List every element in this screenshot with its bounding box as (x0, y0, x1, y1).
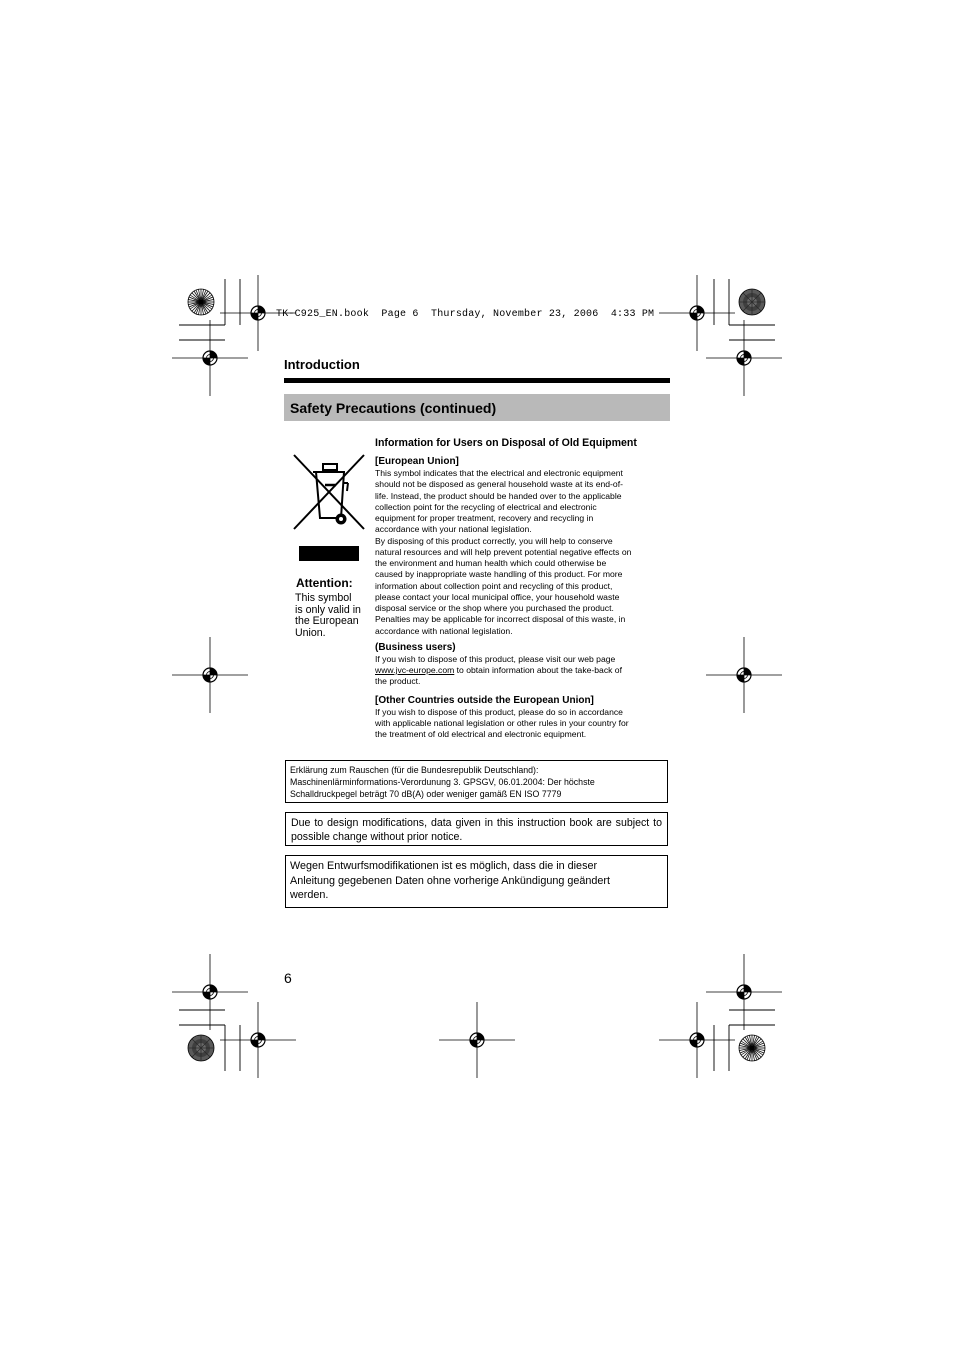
registration-mark-icon (659, 1002, 735, 1078)
attention-line: This symbol (295, 592, 352, 604)
eu-line: accordance with national legislation. (375, 625, 513, 636)
color-disc-icon (188, 1035, 214, 1061)
disposal-heading: Information for Users on Disposal of Old Equipment (375, 437, 637, 449)
eu-line: By disposing of this product correctly, you will help to conserve (375, 535, 613, 546)
page-number: 6 (284, 970, 292, 986)
other-countries-text (375, 707, 665, 741)
business-line: the product. (375, 676, 421, 687)
notice-de-line: werden. (290, 889, 329, 901)
crossed-out-wheelie-bin-icon (292, 453, 366, 531)
eu-text (375, 468, 665, 637)
eu-line: disposal service or the shop where you purchased the product. (375, 603, 614, 613)
noise-line: Erklärung zum Rauschen (für die Bundesrepublik Deutschland): (290, 765, 539, 775)
eu-line: life. Instead, the product should be handed over to the applicable (375, 490, 622, 501)
notice-de-line: Wegen Entwurfsmodifikationen ist es möglich, dass die in dieser (290, 860, 598, 872)
business-heading: (Business users) (375, 641, 456, 653)
attention-title: Attention: (296, 576, 353, 590)
eu-line: This symbol indicates that the electrical and electronic equipment (375, 468, 623, 478)
design-change-notice-de (285, 855, 668, 908)
registration-mark-icon (172, 954, 248, 1030)
business-text (375, 654, 665, 688)
registration-mark-icon (172, 320, 248, 396)
registration-mark-icon (706, 637, 782, 713)
noise-declaration-box (285, 760, 668, 803)
page-title: Safety Precautions (continued) (284, 394, 670, 421)
eu-line: caused by inappropriate waste handling of this product. For more (375, 569, 623, 580)
header-rule (284, 378, 670, 383)
eu-line: please contact your local municipal office, your household waste (375, 591, 620, 602)
notice-de-line: Anleitung gegebenen Daten ohne vorherige Ankündigung geändert (290, 874, 610, 887)
registration-mark-icon (220, 1002, 296, 1078)
eu-line: should not be disposed as general household waste at its end-of- (375, 479, 623, 490)
attention-line: the European (295, 615, 359, 627)
design-change-notice-en: Due to design modifications, data given in this instruction book are subject to possible change without prior notice. (285, 812, 668, 846)
noise-line: Maschinenlärminformations-Verordunung 3. GPSGV, 06.01.2004: Der höchste (290, 777, 595, 787)
business-line: If you wish to dispose of this product, please visit our web page (375, 653, 616, 664)
other-countries-heading: [Other Countries outside the European Union] (375, 694, 594, 706)
print-slug: TK-C925_EN.book Page 6 Thursday, November 23, 2006 4:33 PM (276, 309, 655, 320)
business-line-rest: to obtain information about the take-back of (454, 665, 622, 675)
attention-note (295, 593, 367, 639)
color-disc-icon (739, 289, 765, 315)
eu-line: Penalties may be applicable for incorrect disposal of this waste, in (375, 614, 626, 625)
section-label: Introduction (284, 357, 360, 372)
color-disc-icon (739, 1035, 765, 1061)
attention-line: Union. (295, 626, 326, 639)
registration-mark-icon (172, 637, 248, 713)
eu-heading: [European Union] (375, 456, 459, 467)
other-line: If you wish to dispose of this product, please do so in accordance (375, 706, 623, 717)
eu-line: the environment and human health which could otherwise be (375, 558, 607, 568)
registration-mark-icon (659, 275, 735, 351)
disposal-information (375, 437, 665, 740)
eu-line: natural resources and will help prevent potential negative effects on (375, 546, 632, 557)
registration-mark-icon (706, 320, 782, 396)
eu-line: information about collection point and recycling of this product, (375, 580, 613, 591)
color-disc-icon (188, 289, 214, 315)
business-line (375, 665, 665, 676)
eu-line: accordance with your national legislation. (375, 524, 532, 535)
registration-mark-icon (706, 954, 782, 1030)
other-line: with applicable national legislation or other rules in your country for (375, 717, 629, 728)
eu-line: equipment for proper treatment, recovery and recycling in (375, 513, 594, 523)
other-line: the treatment of old electrical and electronic equipment. (375, 729, 587, 739)
symbol-bar (299, 546, 359, 561)
eu-line: collection point for the recycling of electrical and electronic (375, 501, 597, 512)
registration-mark-icon (439, 1002, 515, 1078)
attention-line: is only valid in (295, 603, 361, 616)
jvc-europe-link[interactable]: www.jvc-europe.com (375, 665, 455, 675)
noise-line: Schalldruckpegel beträgt 70 dB(A) oder weniger gamäß EN ISO 7779 (290, 789, 562, 799)
